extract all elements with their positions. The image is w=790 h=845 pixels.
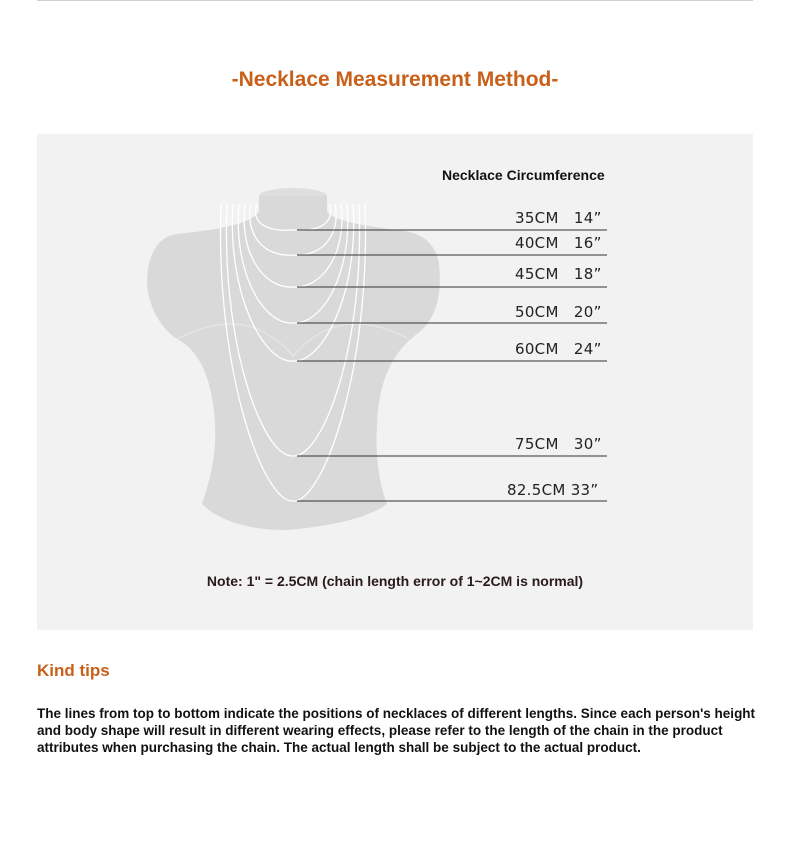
measurement-label: [515, 435, 602, 453]
page-title: -Necklace Measurement Method-: [231, 68, 559, 91]
mannequin-bust: [147, 188, 440, 530]
bust-figure: [37, 134, 753, 630]
chart-heading: Necklace Circumference: [442, 167, 605, 183]
measurement-inch: 24”: [573, 340, 602, 358]
measurement-cm: 45CM: [515, 265, 559, 283]
measurement-label: [507, 481, 598, 499]
measurement-cm: 40CM: [515, 234, 559, 252]
measurement-cm: 50CM: [515, 303, 559, 321]
measurement-inch: 14”: [573, 209, 602, 227]
measurement-label: [515, 234, 602, 252]
measurement-cm: 75CM: [515, 435, 559, 453]
measurement-inch: 30”: [573, 435, 602, 453]
note-text: Note: 1" = 2.5CM (chain length error of 1~2CM is normal): [206, 573, 584, 589]
measurement-inch: 20”: [573, 303, 602, 321]
measurement-cm: 35CM: [515, 209, 559, 227]
measurement-label: [515, 340, 602, 358]
top-divider: [37, 0, 753, 1]
measurement-label: [515, 265, 602, 283]
measurement-cm: 60CM: [515, 340, 559, 358]
measurement-cm: 82.5CM: [507, 481, 566, 499]
tips-heading: Kind tips: [37, 661, 110, 680]
measurement-label: [515, 209, 602, 227]
measurement-inch: 33”: [570, 481, 599, 499]
measurement-inch: 16”: [573, 234, 602, 252]
measurement-inch: 18”: [573, 265, 602, 283]
tips-body: The lines from top to bottom indicate the positions of necklaces of different lengths. Since each person's height and body shape will result in different wearing effects, please refer to the length of the chain in the product attributes when purchasing the chain. The actual length shall be subject to the actual product.: [37, 706, 756, 755]
measurement-panel: [37, 134, 753, 630]
measurement-label: [515, 303, 602, 321]
